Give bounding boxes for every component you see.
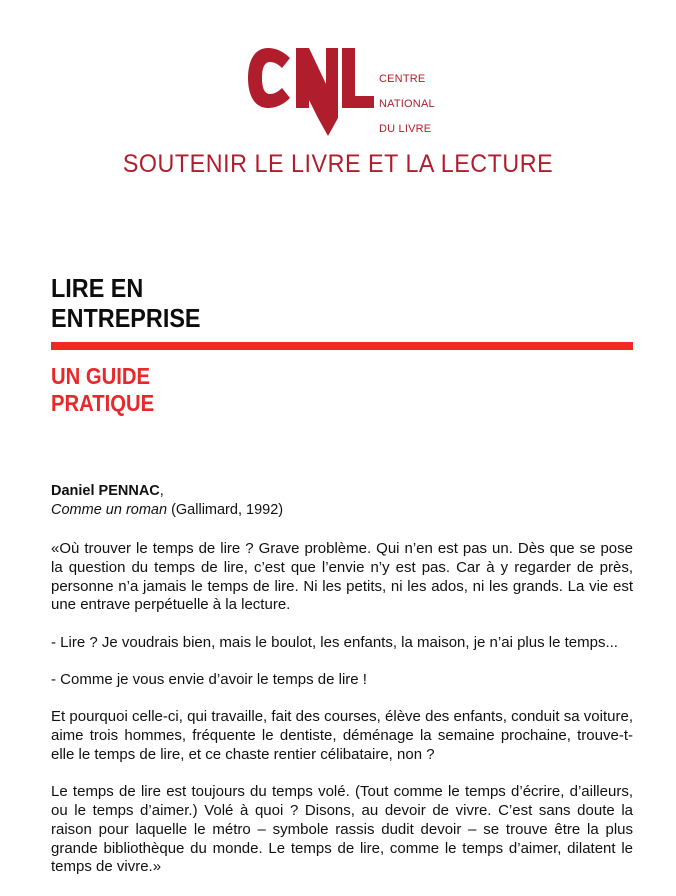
quote-paragraph: «Où trouver le temps de lire ? Grave problème. Qui n’en est pas un. Dès que se pose la question du temps de lire, c’est que l’envie n’y est pas. Car à y regarder de près, personne n’a jamais le temps de lire. Ni les petits, ni les ados, ni les grands. La vie est une entrave perpétuelle à la lecture. xyxy=(51,540,633,614)
citation-source-line xyxy=(51,501,283,520)
logo-line-2: NATIONAL xyxy=(379,97,435,110)
subtitle-line-2: PRATIQUE xyxy=(51,390,155,416)
title-line-2: ENTREPRISE xyxy=(51,303,201,333)
author-name: Daniel PENNAC xyxy=(51,483,160,499)
quote-body xyxy=(51,540,633,896)
page-title xyxy=(51,273,201,333)
quote-paragraph: - Lire ? Je voudrais bien, mais le boulot, les enfants, la maison, je n’ai plus le temps... xyxy=(51,633,618,651)
logo-wordmark xyxy=(379,60,435,148)
title-divider xyxy=(51,342,633,350)
subtitle-line-1: UN GUIDE xyxy=(51,363,150,389)
tagline: SOUTENIR LE LIVRE ET LA LECTURE xyxy=(122,150,554,178)
citation xyxy=(51,482,283,520)
title-line-1: LIRE EN xyxy=(51,273,144,303)
cnl-monogram-icon xyxy=(246,44,376,144)
page-subtitle xyxy=(51,363,154,417)
citation-author-line xyxy=(51,482,283,501)
author-suffix: , xyxy=(159,483,164,499)
logo-line-1: CENTRE xyxy=(379,72,426,85)
quote-paragraph: - Comme je vous envie d’avoir le temps de lire ! xyxy=(51,670,367,688)
quote-paragraph: Et pourquoi celle-ci, qui travaille, fait des courses, élève des enfants, conduit sa voiture, aime trois hommes, fréquente le dentiste, déménage la semaine prochaine, trouve-t-elle le temps de lire, et ce chaste rentier célibataire, non ? xyxy=(51,708,633,763)
quote-paragraph: Le temps de lire est toujours du temps volé. (Tout comme le temps d’écrire, d’ailleurs, ou le temps d’aimer.) Volé à quoi ? Disons, au devoir de vivre. C’est sans doute la raison pour laquelle le métro – symbole rassis dudit devoir – se trouve être la plus grande bibliothèque du monde. Le temps de lire, comme le temps d’aimer, dilatent le temps de vivre.» xyxy=(51,783,633,876)
work-publisher: (Gallimard, 1992) xyxy=(167,502,284,518)
logo-line-3: DU LIVRE xyxy=(379,122,432,135)
cnl-logo xyxy=(246,44,446,144)
work-title: Comme un roman xyxy=(51,502,168,518)
